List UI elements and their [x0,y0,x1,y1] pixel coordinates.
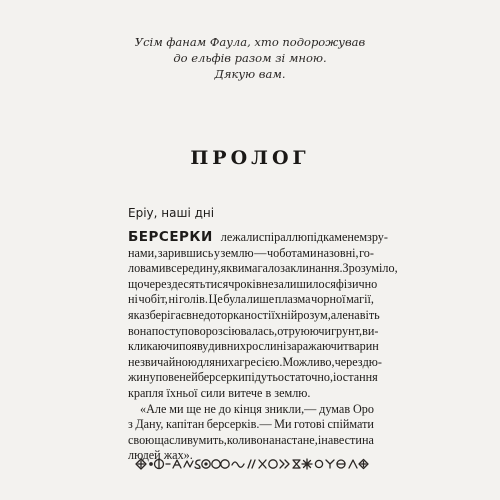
word: Дану, [135,417,164,432]
word: землю [220,245,254,260]
word: ні [128,292,138,307]
word: зарившись [157,245,214,260]
word: чоботами [266,245,317,260]
word: остання [336,370,378,385]
text-line [128,370,378,386]
word: — [254,245,267,260]
text-line [128,433,374,449]
word: Можливо, [282,354,335,369]
text-line-content [128,261,398,277]
word: каменем [323,230,368,244]
text-line [128,386,374,402]
word: «Але [140,401,167,416]
text-line-content [221,230,388,246]
word: була [223,292,247,307]
word: тисяч [205,276,235,291]
text-line [128,354,382,371]
rune-ornament-icon [134,456,370,472]
text-line [128,307,380,324]
body-text [128,229,398,464]
word: вона [128,323,152,338]
word: настане, [274,432,318,447]
text-line-content [128,417,374,433]
word: у [213,245,220,260]
text-line-content [128,355,382,371]
word: лежали [220,230,259,244]
word: спіймати [327,417,374,432]
word: плазма [274,292,311,307]
word: розсіювалась, [205,323,278,338]
word: магії, [346,292,374,307]
text-line [128,323,379,340]
word: щасливу [154,432,199,447]
text-line-content [128,308,380,324]
word: готові [294,417,326,432]
word: і [333,370,337,385]
word: навести [321,432,362,447]
text-line-content [128,277,377,293]
word: заклинання. [280,261,343,276]
word: ви- [362,323,379,338]
word: голів. [179,292,208,307]
dedication-line: до ельфів разом зі мною. [173,51,327,65]
dedication-line: Дякую вам. [214,67,286,81]
word: повеней [155,370,198,385]
word: вимагало [232,261,281,276]
word: кликаючи [128,339,179,354]
word: незвичайною [128,354,197,369]
word: агресією. [234,354,283,369]
word: як [220,261,233,276]
text-line [128,417,374,433]
word: свою [128,432,155,447]
text-line-content [128,292,374,308]
word: не [203,401,216,416]
word: яка [128,307,145,322]
text-line-content [128,324,378,340]
word: зникли,— [264,401,317,416]
text-line [128,229,388,246]
text-line [128,339,379,355]
word: на [361,432,374,447]
word: них [214,354,234,369]
word: вона [250,432,275,447]
word: для [196,354,215,369]
text-line-content [128,246,374,262]
text-line [128,246,374,262]
word: з [367,230,372,244]
word: недоторканості [191,307,272,322]
text-line [128,276,378,293]
word: капітан [165,417,205,432]
word: поступово [151,323,206,338]
word: ловами [128,261,166,276]
text-line [128,402,374,418]
word: залишилося [273,276,336,291]
word: ще [186,401,202,416]
word: що [128,276,144,291]
word: Ми [274,417,292,432]
word: десять [171,276,206,291]
word: їхній [271,307,298,322]
chapter-title: ПРОЛОГ [190,147,310,169]
word: мить, [198,432,227,447]
word: остаточно, [277,370,334,385]
text-line-content [128,433,374,449]
word: років [234,276,262,291]
text-line-content [128,370,378,386]
text-line-content [128,339,379,355]
word: кінця [233,401,262,416]
word: Зрозуміло, [342,261,398,276]
lead-word: БЕРСЕРКИ [128,229,213,245]
word: і [317,432,322,447]
word: ру- [371,230,388,244]
word: дю- [362,354,382,369]
chapter-setting: Еріу, наші дні [128,206,215,220]
word: підуть [244,370,278,385]
word: зберігає [144,307,187,322]
word: не [261,276,274,291]
word: фізично [335,276,378,291]
word: дивних [208,339,247,354]
text-line [128,261,398,277]
word: коли [226,432,251,447]
word: через [143,276,172,291]
word: берсерки [197,370,245,385]
word: всередину, [165,261,221,276]
word: думав [319,401,351,416]
word: назовні, [317,245,359,260]
word: через [334,354,363,369]
word: жину [128,370,156,385]
word: нами, [128,245,158,260]
word: навіть [347,307,380,322]
word: заражаючи [286,339,344,354]
dedication-line: Усім фанам Фаула, хто подорожував [134,35,366,49]
word: Це [208,292,223,307]
word: з [128,417,133,432]
word: чобіт, [138,292,168,307]
word: берсерків.— [206,417,272,432]
word: спіраллю [258,230,308,244]
text-line-content: людей жах». [128,448,193,463]
word: під [307,230,324,244]
word: але [330,307,348,322]
word: чорної [311,292,346,307]
word: грунт, [331,323,363,338]
text-line-content [140,402,374,418]
word: лише [246,292,275,307]
word: і [283,339,287,354]
word: ні [168,292,179,307]
word: ми [169,401,184,416]
word: отруюючи [277,323,332,338]
text-line-content: крапля їхньої сили витече в землю. [128,385,311,400]
word: появу [178,339,209,354]
word: Оро [352,401,374,416]
word: в [186,307,192,322]
word: до [218,401,232,416]
word: рослин [246,339,284,354]
word: розум, [297,307,331,322]
word: го- [359,245,374,260]
word: тварин [343,339,379,354]
text-line [128,292,374,308]
dedication [0,34,500,82]
